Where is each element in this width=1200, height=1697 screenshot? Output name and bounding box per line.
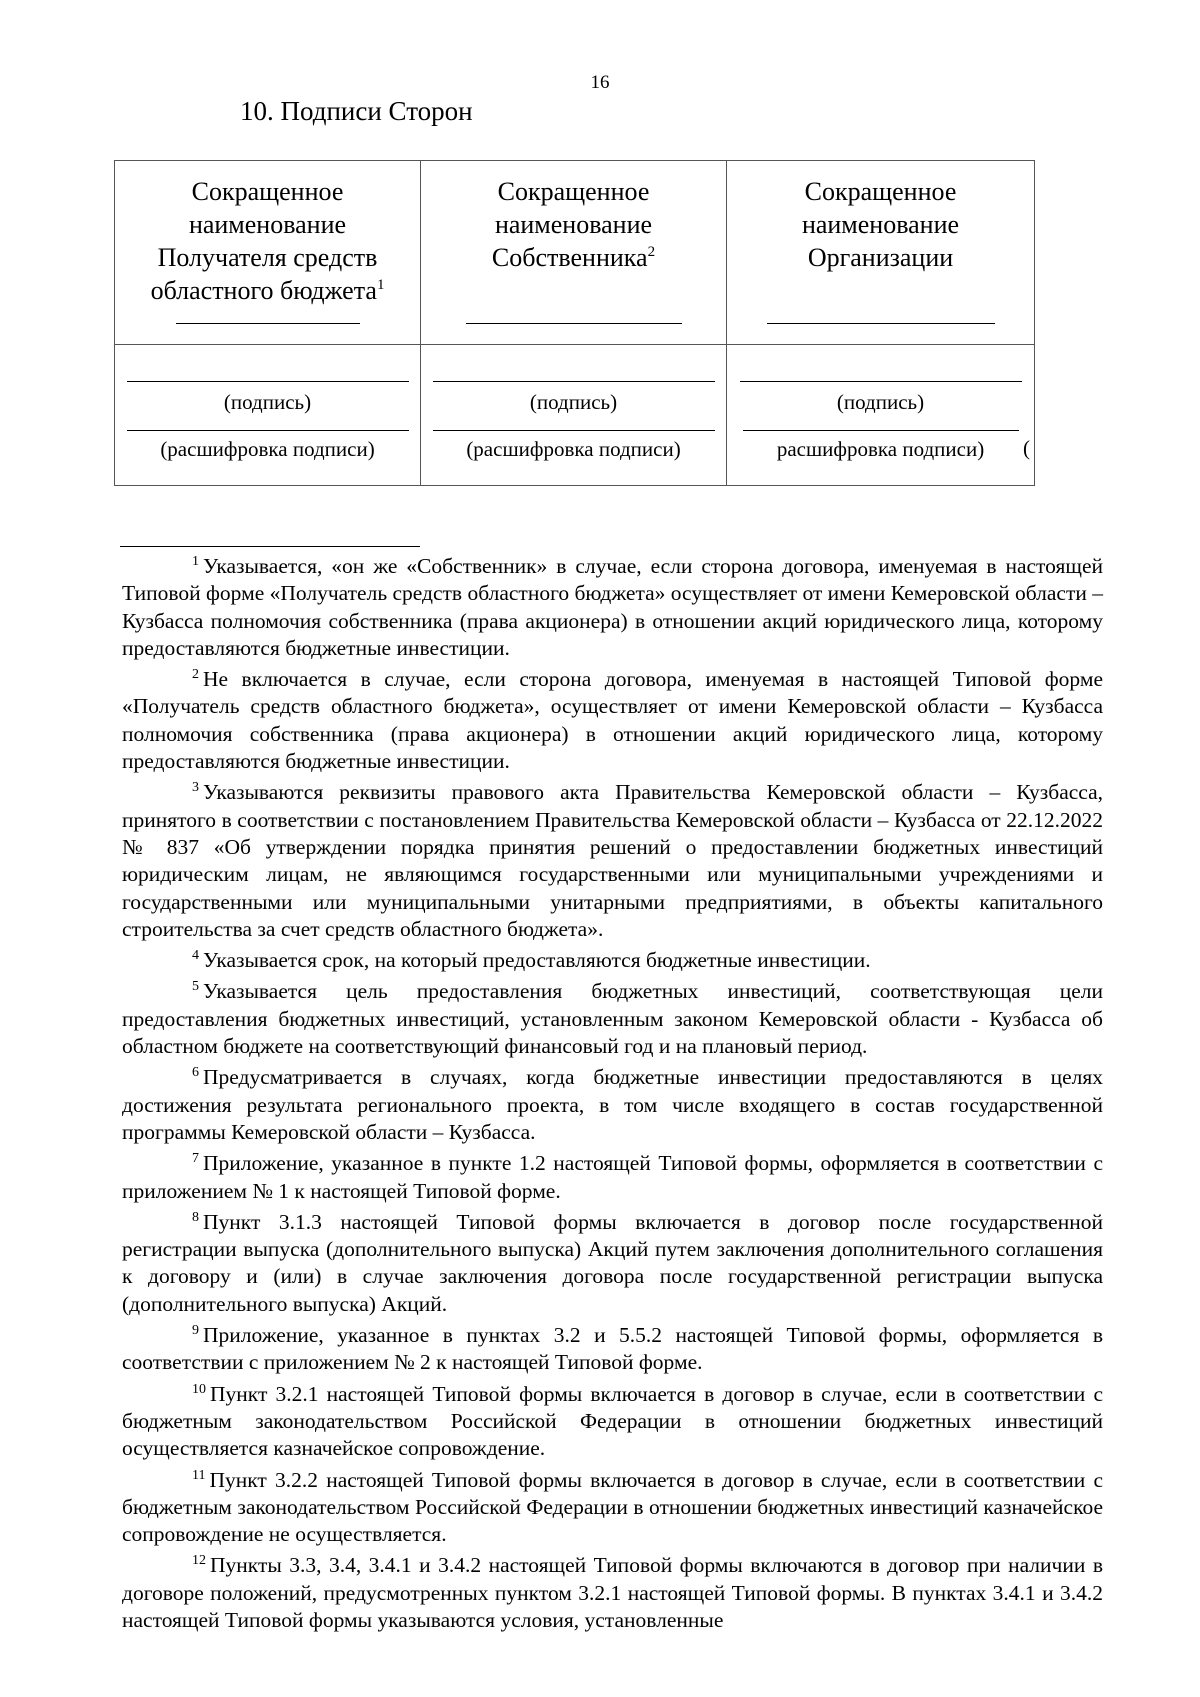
name-blank-line xyxy=(176,323,360,324)
decode-label: (расшифровка подписи) xyxy=(466,437,681,461)
footnote-number: 10 xyxy=(192,1381,206,1397)
footnote-text: Указываются реквизиты правового акта Правительства Кемеровской области – Кузбасса, принятого в соответствии с постановлением Правительства Кемеровской области – Кузбасса от 22.12.2022 № 837 «Об утверждении порядка принятия решений о предоставлении бюджетных инвестиций юридическим лицам, не являющимся государственными или муниципальными учреждениями и государственными или муниципальными унитарными предприятиями, в объекты капитального строительства за счет средств областного бюджета». xyxy=(122,780,1103,941)
signature-cell-owner xyxy=(421,345,727,486)
footnote xyxy=(122,1150,1103,1205)
signatures-table xyxy=(114,160,1035,486)
footnote-text: Предусматривается в случаях, когда бюджетные инвестиции предоставляются в целях достижения результата регионального проекта, в том числе входящего в состав государственной программы Кемеровской области – Кузбасса. xyxy=(122,1065,1103,1144)
footnote-number: 3 xyxy=(192,780,199,796)
decode-paren: ( xyxy=(1023,436,1030,460)
header-line: наименование xyxy=(188,210,347,239)
footnote-number: 7 xyxy=(192,1151,199,1167)
signature-label: (подпись) xyxy=(223,390,312,414)
header-line: областного бюджета xyxy=(150,276,377,305)
footnotes xyxy=(122,553,1103,1638)
name-blank-line xyxy=(767,323,995,324)
footnote-separator xyxy=(120,546,420,547)
party-header-organization xyxy=(727,161,1035,345)
footnote-text: Пункт 3.2.1 настоящей Типовой формы включается в договор в случае, если в соответствии с бюджетным законодательством Российской Федерации в отношении бюджетных инвестиций осуществляется казначейское сопровождение. xyxy=(122,1381,1103,1461)
footnote xyxy=(122,947,1103,974)
footnote-number: 5 xyxy=(192,979,199,995)
footnote xyxy=(122,553,1103,662)
footnote xyxy=(122,1322,1103,1377)
party-header-owner xyxy=(421,161,727,345)
footnote xyxy=(122,1064,1103,1146)
header-line: наименование xyxy=(494,210,653,239)
footnote-text: Пункты 3.3, 3.4, 3.4.1 и 3.4.2 настоящей Типовой формы включаются в договор при наличии в договоре положений, предусмотренных пунктом 3.2.1 настоящей Типовой формы. В пунктах 3.4.1 и 3.4.2 настоящей Типовой формы указываются условия, установленные xyxy=(122,1553,1103,1632)
footnote xyxy=(122,666,1103,775)
signature-cell-organization xyxy=(727,345,1035,486)
footnote-text: Указывается цель предоставления бюджетных инвестиций, соответствующая цели предоставления бюджетных инвестиций, установленным законом Кемеровской области - Кузбасса об областном бюджете на соответствующий финансовый год и на плановый период. xyxy=(122,979,1103,1059)
footnote xyxy=(122,1467,1103,1549)
name-blank-line xyxy=(466,323,682,324)
footnote-number: 11 xyxy=(192,1467,206,1483)
decode-label: (расшифровка подписи) xyxy=(160,437,375,461)
footnote-number: 4 xyxy=(192,948,199,964)
signature-label: (подпись) xyxy=(836,390,925,414)
footnote-ref: 2 xyxy=(647,244,656,260)
header-line: Сокращенное xyxy=(804,177,957,206)
party-header-recipient xyxy=(115,161,421,345)
decode-label: расшифровка подписи) xyxy=(776,437,985,461)
header-line: Сокращенное xyxy=(191,177,344,206)
footnote-text: Пункт 3.1.3 настоящей Типовой формы включается в договор после государственной регистрации выпуска (дополнительного выпуска) Акций путем заключения дополнительного соглашения к договору и (или) в случае заключения договора после государственной регистрации выпуска (дополнительного выпуска) Акций. xyxy=(122,1209,1103,1316)
header-line: наименование xyxy=(801,210,960,239)
footnote-number: 8 xyxy=(192,1209,199,1225)
page-number: 16 xyxy=(590,72,610,93)
footnote-text: Указывается, «он же «Собственник» в случае, если сторона договора, именуемая в настоящей Типовой форме «Получатель средств областного бюджета» осуществляет от имени Кемеровской области – Кузбасса полномочия собственника (права акционера) в отношении акций юридического лица, которому предоставляются бюджетные инвестиции. xyxy=(122,554,1103,660)
header-line: Сокращенное xyxy=(497,177,650,206)
footnote-number: 2 xyxy=(192,667,199,683)
signature-label: (подпись) xyxy=(529,390,618,414)
footnote-text: Приложение, указанное в пунктах 3.2 и 5.5.2 настоящей Типовой формы, оформляется в соответствии с приложением № 2 к настоящей Типовой форме. xyxy=(122,1323,1103,1375)
header-line: Получателя средств xyxy=(157,243,378,272)
signature-cell-recipient xyxy=(115,345,421,486)
decode-line xyxy=(743,430,1019,431)
footnote-number: 6 xyxy=(192,1065,199,1081)
footnote-text: Не включается в случае, если сторона договора, именуемая в настоящей Типовой форме «Получатель средств областного бюджета», осуществляет от имени Кемеровской области – Кузбасса полномочия собственника (права акционера) в отношении акций юридического лица, которому предоставляются бюджетные инвестиции. xyxy=(122,667,1103,774)
footnote xyxy=(122,1552,1103,1634)
footnote-ref: 1 xyxy=(376,277,385,293)
footnote xyxy=(122,1381,1103,1463)
footnote xyxy=(122,978,1103,1060)
footnote-number: 9 xyxy=(192,1323,199,1339)
footnote-text: Указывается срок, на который предоставляются бюджетные инвестиции. xyxy=(203,948,871,973)
footnote-text: Пункт 3.2.2 настоящей Типовой формы включается в договор в случае, если в соответствии с бюджетным законодательством Российской Федерации в отношении бюджетных инвестиций казначейское сопровождение не осуществляется. xyxy=(122,1467,1103,1547)
footnote-number: 12 xyxy=(192,1553,206,1569)
footnote-number: 1 xyxy=(192,554,199,569)
footnote xyxy=(122,1209,1103,1318)
footnote-text: Приложение, указанное в пункте 1.2 настоящей Типовой формы, оформляется в соответствии с приложением № 1 к настоящей Типовой форме. xyxy=(122,1151,1103,1203)
header-line: Собственника xyxy=(491,243,648,272)
header-line: Организации xyxy=(807,243,954,272)
footnote xyxy=(122,779,1103,943)
section-title: 10. Подписи Сторон xyxy=(240,96,473,126)
